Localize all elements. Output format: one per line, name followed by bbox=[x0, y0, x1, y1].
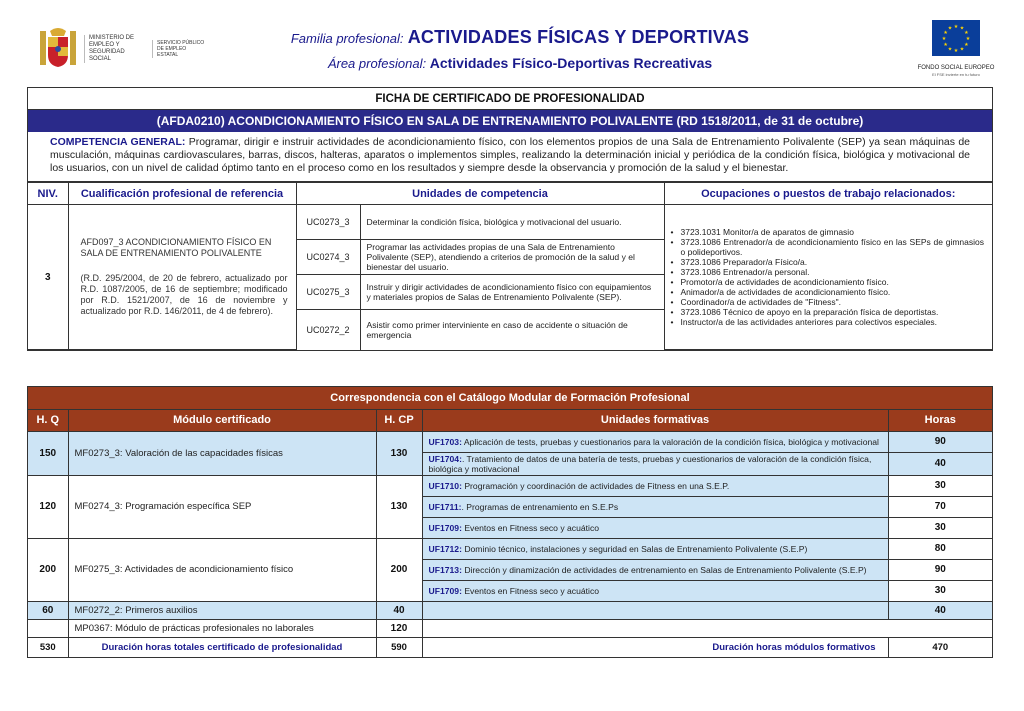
fse-name: FONDO SOCIAL EUROPEO bbox=[917, 65, 995, 71]
table-row bbox=[28, 619, 992, 637]
hq-value: 120 bbox=[28, 475, 68, 538]
uc-code: UC0273_3 bbox=[296, 205, 360, 240]
header-hq: H. Q bbox=[28, 409, 68, 431]
table-row bbox=[28, 475, 992, 496]
uc-desc: Asistir como primer interviniente en caso de accidente o situación de emergencia bbox=[360, 310, 664, 350]
ocupaciones-cell bbox=[664, 205, 992, 350]
ficha-certificado bbox=[27, 87, 993, 351]
uf-text: . Tratamiento de datos de una batería de tests, pruebas y cuestionarios de valoración de la condición física, biológica y motivacional bbox=[428, 453, 872, 474]
modulo-name: MF0273_3: Valoración de las capacidades físicas bbox=[68, 431, 376, 475]
uf-text: Eventos en Fitness seco y acuático bbox=[461, 585, 600, 596]
header-unidades: Unidades de competencia bbox=[296, 183, 664, 205]
svg-text:★: ★ bbox=[953, 24, 959, 30]
uf-cell bbox=[422, 517, 888, 538]
uf-code: UF1710: bbox=[428, 480, 462, 491]
familia-label: Familia profesional: bbox=[290, 31, 404, 46]
correspondencia-block bbox=[27, 386, 993, 658]
ocupacion-item: • 3723.1086 Técnico de apoyo en la preparación física de deportistas. bbox=[671, 307, 985, 317]
total-hcp: 590 bbox=[376, 637, 422, 657]
certificado-code-title: (AFDA0210) ACONDICIONAMIENTO FÍSICO EN SALA DE ENTRENAMIENTO POLIVALENTE (RD 1518/2011, de 31 de octubre) bbox=[28, 110, 992, 132]
svg-text:★: ★ bbox=[947, 46, 953, 53]
uf-code: UF1712: bbox=[428, 543, 462, 554]
header-hcp: H. CP bbox=[376, 409, 422, 431]
uf-text: Dirección y dinamización de actividades de entrenamiento en Salas de Entrenamiento Polivalente (S.E.P) bbox=[461, 564, 867, 575]
correspondencia-table bbox=[28, 387, 992, 657]
header-horas: Horas bbox=[888, 409, 992, 431]
uf-cell bbox=[422, 496, 888, 517]
cualificacion-ref: (R.D. 295/2004, de 20 de febrero, actualizado por R.D. 1087/2005, de 16 de septiembre; modificado por R.D. 1521/2007, de 16 de noviembre y actualizado por R.D. 146/2011, de 4 de febrero). bbox=[80, 273, 288, 316]
uf-cell bbox=[422, 580, 888, 601]
table-row bbox=[28, 431, 992, 452]
ocupacion-item: • 3723.1086 Preparador/a Físico/a. bbox=[671, 257, 985, 267]
correspondencia-title: Correspondencia con el Catálogo Modular de Formación Profesional bbox=[28, 387, 992, 409]
uf-code: UF1713: bbox=[428, 564, 462, 575]
uc-code: UC0275_3 bbox=[296, 275, 360, 310]
svg-text:★: ★ bbox=[964, 30, 969, 36]
servicio-name: SERVICIO PÚBLICO DE EMPLEO ESTATAL bbox=[152, 40, 208, 58]
hq-value: 150 bbox=[28, 431, 68, 475]
svg-text:★: ★ bbox=[965, 36, 971, 42]
competencia-general bbox=[28, 132, 992, 182]
ocupacion-item: • 3723.1086 Entrenador/a personal. bbox=[671, 267, 985, 277]
modulo-name: MF0274_3: Programación específica SEP bbox=[68, 475, 376, 538]
ministerio-name: MINISTERIO DE EMPLEO Y SEGURIDAD SOCIAL bbox=[84, 35, 148, 63]
hcp-value: 200 bbox=[376, 538, 422, 601]
horas-value: 40 bbox=[888, 452, 992, 475]
uf-text: Eventos en Fitness seco y acuático bbox=[461, 522, 600, 533]
hq-value: 200 bbox=[28, 538, 68, 601]
cualificacion-cell bbox=[68, 205, 296, 350]
uf-cell bbox=[422, 559, 888, 580]
total-horas: 470 bbox=[888, 637, 992, 657]
cualificacion-table bbox=[28, 182, 992, 350]
horas-value: 30 bbox=[888, 475, 992, 496]
modulo-name: MF0275_3: Actividades de acondicionamiento físico bbox=[68, 538, 376, 601]
hcp-value: 120 bbox=[376, 619, 422, 637]
uf-text: . Programas de entrenamiento en S.E.Ps bbox=[461, 501, 619, 512]
hcp-value: 130 bbox=[376, 431, 422, 475]
ocupacion-item: • Animador/a de actividades de acondicionamiento físico. bbox=[671, 287, 985, 297]
table-row bbox=[28, 601, 992, 619]
ocupacion-item: • Promotor/a de actividades de acondicionamiento físico. bbox=[671, 277, 985, 287]
hcp-value: 130 bbox=[376, 475, 422, 538]
header-modulo: Módulo certificado bbox=[68, 409, 376, 431]
modulo-name: MF0272_2: Primeros auxilios bbox=[68, 601, 376, 619]
uf-cell bbox=[422, 452, 888, 475]
area-value: Actividades Físico-Deportivas Recreativas bbox=[429, 55, 713, 71]
header-cualificacion: Cualificación profesional de referencia bbox=[68, 183, 296, 205]
ocupacion-item: • 3723.1086 Entrenador/a de acondicionamiento físico en las SEPs de gimnasios o polideportivos. bbox=[671, 237, 985, 257]
svg-text:★: ★ bbox=[947, 25, 953, 32]
ocupaciones-list bbox=[671, 227, 985, 327]
uc-desc: Determinar la condición física, biológica y motivacional del usuario. bbox=[360, 205, 664, 240]
horas-value: 90 bbox=[888, 559, 992, 580]
total-hq: 530 bbox=[28, 637, 68, 657]
ocupacion-item: • Instructor/a de las actividades anteriores para colectivos especiales. bbox=[671, 317, 985, 327]
ficha-title: FICHA DE CERTIFICADO DE PROFESIONALIDAD bbox=[28, 88, 992, 110]
table-row bbox=[28, 538, 992, 559]
horas-value: 80 bbox=[888, 538, 992, 559]
ocupacion-item: • Coordinador/a de actividades de "Fitness". bbox=[671, 297, 985, 307]
svg-text:★: ★ bbox=[959, 25, 965, 32]
hq-value: 60 bbox=[28, 601, 68, 619]
familia-value: ACTIVIDADES FÍSICAS Y DEPORTIVAS bbox=[407, 27, 750, 47]
svg-text:★: ★ bbox=[953, 48, 959, 54]
uf-code: UF1703: bbox=[428, 436, 462, 447]
total-row bbox=[28, 637, 992, 657]
total-label-right: Duración horas módulos formativos bbox=[422, 637, 888, 657]
svg-text:★: ★ bbox=[941, 36, 947, 42]
uf-code: UF1704: bbox=[428, 453, 462, 464]
horas-value: 30 bbox=[888, 517, 992, 538]
uf-text: Programación y coordinación de actividades de Fitness en una S.E.P. bbox=[461, 480, 730, 491]
total-label-left: Duración horas totales certificado de profesionalidad bbox=[68, 637, 376, 657]
svg-text:★: ★ bbox=[943, 42, 948, 48]
horas-value: 90 bbox=[888, 431, 992, 452]
uf-cell bbox=[422, 431, 888, 452]
ocupacion-item: • 3723.1031 Monitor/a de aparatos de gimnasio bbox=[671, 227, 985, 237]
fse-logo bbox=[908, 20, 1004, 86]
coat-of-arms-icon bbox=[38, 27, 78, 71]
modulo-name: MP0367: Módulo de prácticas profesionales no laborales bbox=[68, 619, 376, 637]
fse-subtitle: El FSE invierte en tu futuro bbox=[932, 72, 980, 77]
hq-value bbox=[28, 619, 68, 637]
uc-desc: Instruir y dirigir actividades de acondicionamiento físico con equipamientos y materiales propios de Salas de Entrenamiento Polivalente (SEP). bbox=[360, 275, 664, 310]
hcp-value: 40 bbox=[376, 601, 422, 619]
header-uf: Unidades formativas bbox=[422, 409, 888, 431]
horas-value: 30 bbox=[888, 580, 992, 601]
uf-code: UF1711: bbox=[428, 501, 462, 512]
uf-cell bbox=[422, 538, 888, 559]
uf-cell bbox=[422, 475, 888, 496]
competencia-text: Programar, dirigir e instruir actividades de acondicionamiento físico, con los elementos propios de una Sala de Entrenamiento Polivalente (SEP) ya sean máquinas de musculación, máquinas cardiovasculares, barras, discos, halteras, aparatos o implementos simples, realizando la determinación inicial y periódica de la condición física, biológica y motivacional de los usuarios, con un nivel de calidad óptimo tanto en el proceso como en los resultados y siempre desde la observancia y promoción de la salud y el bienestar. bbox=[50, 136, 971, 174]
uf-text: Aplicación de tests, pruebas y cuestionarios para la valoración de la condición física, biológica y motivacional bbox=[461, 436, 879, 447]
svg-text:★: ★ bbox=[964, 42, 969, 48]
competencia-label: COMPETENCIA GENERAL: bbox=[50, 136, 186, 148]
nivel-value: 3 bbox=[28, 205, 68, 350]
uf-code: UF1709: bbox=[428, 585, 462, 596]
ministerio-logo bbox=[38, 27, 214, 71]
svg-text:★: ★ bbox=[943, 30, 948, 36]
horas-value: 40 bbox=[888, 601, 992, 619]
area-label: Área profesional: bbox=[327, 56, 427, 71]
page-header bbox=[0, 0, 1024, 86]
titles bbox=[240, 26, 800, 75]
uf-cell bbox=[422, 601, 888, 619]
header-ocupaciones: Ocupaciones o puestos de trabajo relacionados: bbox=[664, 183, 992, 205]
horas-value: 70 bbox=[888, 496, 992, 517]
eu-flag-icon bbox=[932, 20, 980, 56]
uc-code: UC0272_2 bbox=[296, 310, 360, 350]
header-niv: NIV. bbox=[28, 183, 68, 205]
uc-code: UC0274_3 bbox=[296, 240, 360, 275]
uf-text: Dominio técnico, instalaciones y seguridad en Salas de Entrenamiento Polivalente (S.E.P) bbox=[461, 543, 808, 554]
cualificacion-name: AFD097_3 ACONDICIONAMIENTO FÍSICO EN SALA DE ENTRENAMIENTO POLIVALENTE bbox=[80, 237, 272, 258]
svg-text:★: ★ bbox=[959, 46, 965, 53]
uc-desc: Programar las actividades propias de una Sala de Entrenamiento Polivalente (SEP), atendiendo a criterios de promoción de la salud y el bienestar del usuario. bbox=[360, 240, 664, 275]
uf-code: UF1709: bbox=[428, 522, 462, 533]
